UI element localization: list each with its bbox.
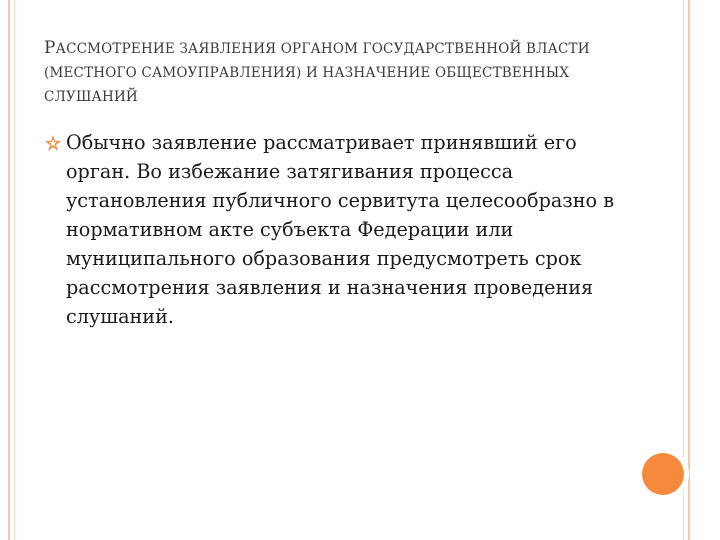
orange-star-bullet-icon [44,134,66,156]
decorative-orange-circle [642,453,684,495]
slide-title-rest: АССМОТРЕНИЕ ЗАЯВЛЕНИЯ ОРГАНОМ ГОСУДАРСТВЕННОЙ ВЛАСТИ (МЕСТНОГО САМОУПРАВЛЕНИЯ) И НАЗНАЧЕНИЕ ОБЩЕСТВЕННЫХ СЛУШАНИЙ [44,41,590,105]
slide-title-first-letter: Р [44,38,56,58]
slide-body [44,128,644,331]
bullet-text: Обычно заявление рассматривает принявший его орган. Во избежание затягивания процесса установления публичного сервитута целесообразно в нормативном акте субъекта Федерации или муниципального образования предусмотреть срок рассмотрения заявления и назначения проведения слушаний. [66,131,614,328]
slide-title [44,36,644,109]
bullet-item [44,128,644,331]
